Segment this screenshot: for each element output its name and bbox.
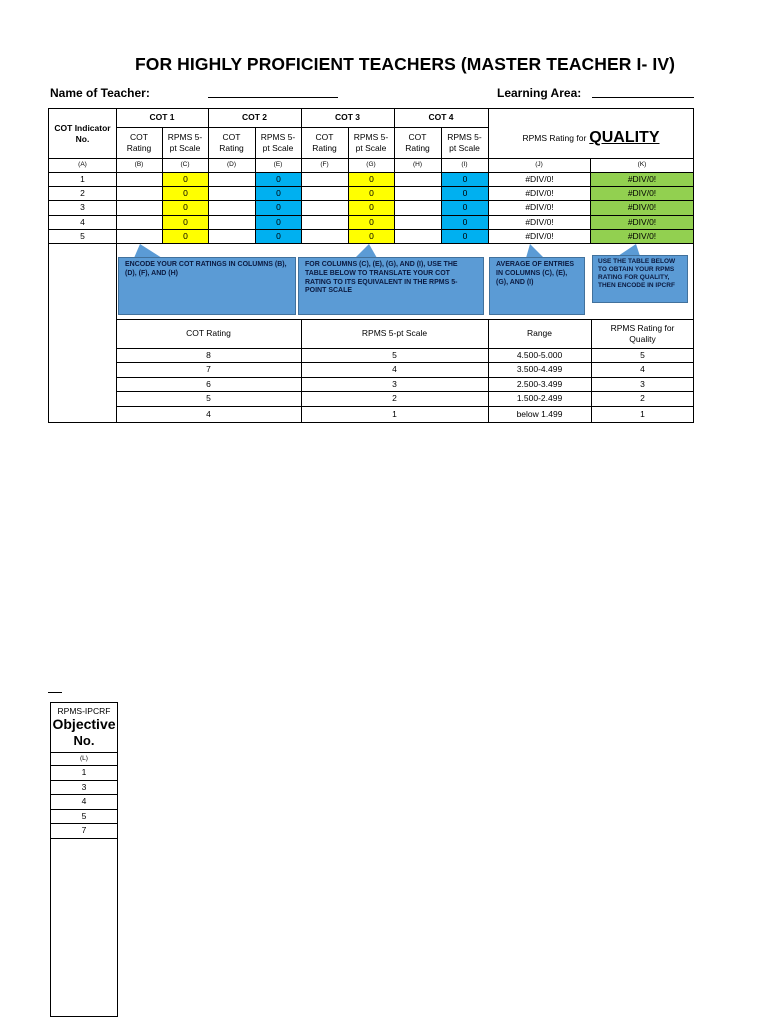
cot2-rating-input[interactable] [209, 173, 255, 186]
quality-rating-value: #DIV/0! [591, 230, 693, 243]
objective-no: 1 [81, 767, 87, 778]
cot1-rating-subheader: COT Rating [126, 131, 152, 153]
conv-range-value: 2.500-3.499 [516, 378, 563, 389]
use-table-callout-text: USE THE TABLE BELOW TO OBTAIN YOUR RPMS RATING FOR QUALITY, THEN ENCODE IN IPCRF [598, 258, 676, 290]
cot3-rating-input[interactable] [302, 216, 348, 229]
cot2-rating-subheader: COT Rating [219, 131, 244, 153]
teacher-name-field[interactable] [208, 97, 338, 98]
conv-cot-header: COT Rating [186, 328, 231, 339]
cot2-rating-input[interactable] [209, 230, 255, 243]
col-letter-j: (J) [535, 161, 543, 169]
page-title: FOR HIGHLY PROFICIENT TEACHERS (MASTER TEACHER I- IV) [134, 54, 676, 74]
cot1-rpms-value: 0 [163, 216, 208, 229]
conv-range-value: below 1.499 [516, 408, 563, 419]
indicator-no: 1 [80, 173, 85, 184]
conv-range-header: Range [526, 328, 553, 339]
use-table-callout [592, 255, 688, 303]
quality-rating-value: #DIV/0! [591, 173, 693, 186]
callout-tail [526, 244, 544, 258]
encode-callout [118, 257, 296, 315]
cot4-rating-input[interactable] [395, 230, 441, 243]
col-letter-k: (K) [637, 161, 647, 169]
cot2-rpms-value: 0 [256, 201, 301, 215]
conv-cot-value: 7 [206, 364, 211, 375]
quality-rating-value: #DIV/0! [591, 201, 693, 215]
conv-rpms-value: 1 [392, 408, 397, 419]
learning-area-field[interactable] [592, 97, 694, 98]
col-letter-c: (C) [180, 161, 190, 169]
indicator-no: 3 [80, 202, 85, 213]
average-value: #DIV/0! [525, 202, 554, 213]
translate-callout [298, 257, 484, 315]
average-value: #DIV/0! [525, 173, 554, 184]
cot1-rating-input[interactable] [117, 187, 162, 200]
cot1-rating-input[interactable] [117, 230, 162, 243]
quality-word: QUALITY [589, 129, 660, 146]
conv-cot-value: 5 [206, 393, 211, 404]
col-letter-a: (A) [78, 161, 87, 169]
callout-tail [134, 244, 162, 258]
cot4-rpms-value: 0 [442, 187, 488, 200]
cot3-rating-subheader: COT Rating [312, 131, 337, 153]
indicator-no: 5 [80, 230, 85, 241]
objective-no: 5 [81, 810, 87, 821]
objective-no: 3 [81, 781, 87, 792]
conv-cot-value: 6 [206, 378, 211, 389]
average-value: #DIV/0! [525, 187, 554, 198]
cot2-rpms-value: 0 [256, 187, 301, 200]
cot4-rating-subheader: COT Rating [405, 131, 430, 153]
quality-prefix: RPMS Rating for [522, 133, 587, 143]
objective-label-2: No. [73, 733, 95, 748]
cot3-rpms-subheader: RPMS 5-pt Scale [353, 131, 389, 153]
cot1-rpms-value: 0 [163, 201, 208, 215]
average-value: #DIV/0! [525, 230, 554, 241]
cot4-rpms-value: 0 [442, 230, 488, 243]
cot4-rating-input[interactable] [395, 187, 441, 200]
cot4-rating-input[interactable] [395, 201, 441, 215]
conv-range-value: 3.500-4.499 [516, 364, 563, 375]
cot1-rating-input[interactable] [117, 216, 162, 229]
cot3-rpms-value: 0 [349, 230, 394, 243]
conv-quality-value: 3 [640, 378, 645, 389]
cot1-rpms-value: 0 [163, 187, 208, 200]
cot4-rpms-value: 0 [442, 173, 488, 186]
average-callout-text: AVERAGE OF ENTRIES IN COLUMNS (C), (E), (G), AND (I) [496, 261, 575, 286]
average-callout [489, 257, 585, 315]
conv-cot-value: 8 [206, 349, 211, 360]
col-letter-f: (F) [320, 161, 329, 169]
translate-callout-text: FOR COLUMNS (C), (E), (G), AND (I), USE THE TABLE BELOW TO TRANSLATE YOUR COT RATING TO ITS EQUIVALENT IN THE RPMS 5-POINT SCALE [305, 261, 458, 295]
conv-quality-value: 4 [640, 364, 645, 375]
cot3-rpms-value: 0 [349, 173, 394, 186]
quality-rating-value: #DIV/0! [591, 216, 693, 229]
col-letter-e: (E) [273, 161, 283, 169]
cot2-rating-input[interactable] [209, 187, 255, 200]
cot4-rpms-value: 0 [442, 201, 488, 215]
conv-quality-value: 1 [640, 408, 645, 419]
average-value: #DIV/0! [525, 216, 554, 227]
cot3-rpms-value: 0 [349, 216, 394, 229]
col-letter-i: (I) [461, 161, 468, 169]
cot3-rating-input[interactable] [302, 187, 348, 200]
cot3-rpms-value: 0 [349, 187, 394, 200]
objective-no: 4 [81, 796, 87, 807]
col-letter-h: (H) [412, 161, 423, 169]
objective-small-label: RPMS-IPCRF [57, 706, 111, 716]
cot1-rpms-value: 0 [163, 230, 208, 243]
learning-area-label: Learning Area: [497, 86, 582, 100]
cot1-rating-input[interactable] [117, 173, 162, 186]
cot-indicator-header: COT Indicator No. [54, 122, 111, 144]
cot4-rpms-value: 0 [442, 216, 488, 229]
cot2-rpms-value: 0 [256, 230, 301, 243]
cot3-rating-input[interactable] [302, 201, 348, 215]
quality-rating-value: #DIV/0! [591, 187, 693, 200]
cot4-header: COT 4 [428, 112, 454, 123]
conv-range-value: 4.500-5.000 [516, 349, 563, 360]
conv-cot-value: 4 [206, 408, 211, 419]
col-letter-b: (B) [134, 161, 144, 169]
cot1-rpms-value: 0 [163, 173, 208, 186]
cot3-rpms-value: 0 [349, 201, 394, 215]
conv-quality-header: RPMS Rating for Quality [610, 322, 675, 344]
quality-header [489, 118, 693, 158]
col-letter-g: (G) [366, 161, 376, 169]
cot2-rating-input[interactable] [209, 201, 255, 215]
cot1-header: COT 1 [149, 112, 175, 123]
objective-table [50, 702, 118, 1017]
cot2-rpms-value: 0 [256, 216, 301, 229]
cot1-rpms-subheader: RPMS 5-pt Scale [167, 131, 203, 153]
cot1-rating-input[interactable] [117, 201, 162, 215]
objective-label-1: Objective [52, 716, 116, 732]
teacher-name-label: Name of Teacher: [50, 86, 150, 100]
conv-rpms-value: 3 [392, 378, 397, 389]
encode-callout-text: ENCODE YOUR COT RATINGS IN COLUMNS (B), (D), (F), AND (H) [125, 261, 287, 277]
callout-tail [355, 244, 377, 258]
conv-rpms-value: 2 [392, 393, 397, 404]
cot2-rating-input[interactable] [209, 216, 255, 229]
conv-range-value: 1.500-2.499 [516, 393, 563, 404]
cot2-header: COT 2 [241, 112, 268, 123]
objective-letter: (L) [80, 754, 88, 762]
cot3-rating-input[interactable] [302, 173, 348, 186]
objective-no: 7 [81, 825, 87, 836]
indicator-no: 4 [80, 216, 85, 227]
cot3-rating-input[interactable] [302, 230, 348, 243]
cot4-rating-input[interactable] [395, 216, 441, 229]
conv-quality-value: 5 [640, 349, 645, 360]
conv-rpms-value: 5 [392, 349, 397, 360]
indicator-no: 2 [80, 187, 85, 198]
conv-rpms-header: RPMS 5-pt Scale [361, 328, 428, 339]
cot4-rating-input[interactable] [395, 173, 441, 186]
cot2-rpms-subheader: RPMS 5-pt Scale [260, 131, 296, 153]
col-letter-d: (D) [226, 161, 237, 169]
cot3-header: COT 3 [334, 112, 361, 123]
conv-quality-value: 2 [640, 393, 645, 404]
cot4-rpms-subheader: RPMS 5-pt Scale [447, 131, 482, 153]
cot2-rpms-value: 0 [256, 173, 301, 186]
conv-rpms-value: 4 [392, 364, 397, 375]
